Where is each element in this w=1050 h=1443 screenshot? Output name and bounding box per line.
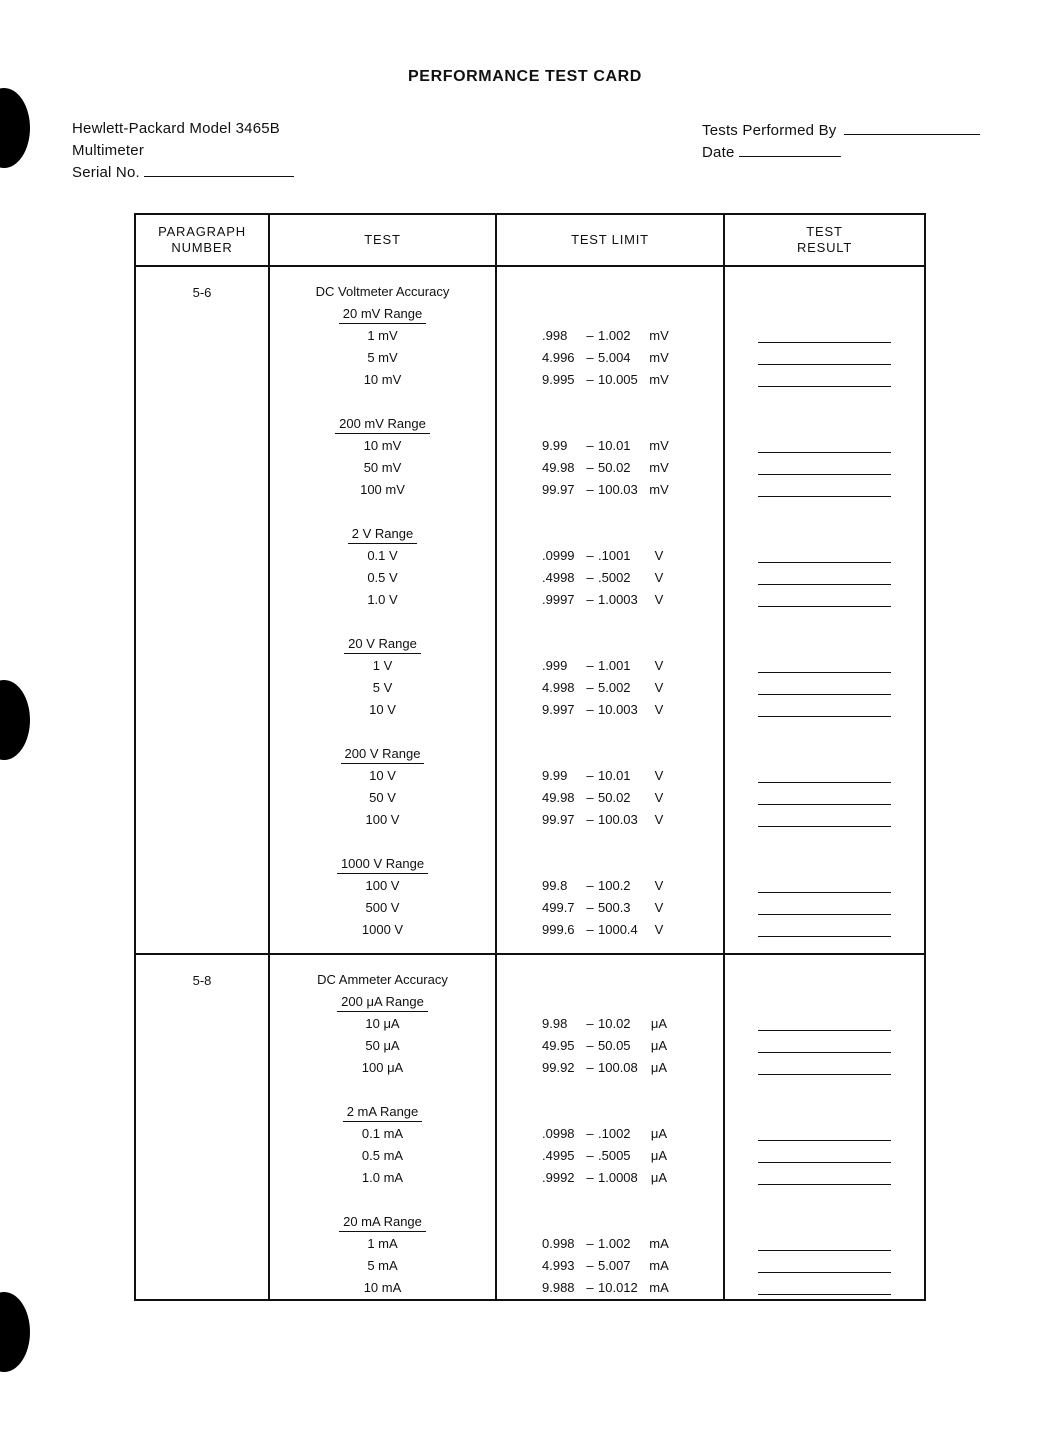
limit-dash: –	[586, 482, 594, 497]
range-heading	[270, 523, 495, 545]
result-entry[interactable]	[725, 1123, 924, 1145]
result-blank-line[interactable]	[758, 496, 891, 497]
limit-low: 49.98	[542, 790, 575, 805]
performance-test-table	[134, 213, 926, 1301]
limit-low: 49.95	[542, 1038, 575, 1053]
serial-blank[interactable]	[144, 162, 294, 177]
result-blank-line[interactable]	[758, 1052, 891, 1053]
test-limit	[497, 1145, 723, 1167]
limit-dash: –	[586, 1170, 594, 1185]
limit-low: 9.98	[542, 1016, 568, 1031]
limit-high: 100.2	[598, 878, 631, 893]
limit-unit: V	[654, 900, 664, 915]
col-header-result: TEST RESULT	[724, 214, 925, 266]
result-entry[interactable]	[725, 1277, 924, 1299]
limit-high: 50.05	[598, 1038, 631, 1053]
test-value: 5 mV	[367, 350, 398, 365]
section-row	[135, 266, 925, 954]
test-value: 50 μA	[365, 1038, 400, 1053]
test-limit	[497, 699, 723, 721]
date-field[interactable]	[702, 142, 980, 164]
limit-high: 1.0003	[598, 592, 638, 607]
limit-dash: –	[586, 1126, 594, 1141]
result-blank-line[interactable]	[758, 672, 891, 673]
test-limit	[497, 1277, 723, 1299]
binder-hole	[0, 1292, 30, 1372]
test-value: 10 mA	[363, 1280, 402, 1295]
test-column	[269, 266, 496, 954]
test-limit	[497, 787, 723, 809]
range-label: 2 mA Range	[343, 1102, 423, 1122]
range-heading	[270, 303, 495, 325]
binder-hole	[0, 680, 30, 760]
limit-column	[496, 266, 724, 954]
col-header-test: TEST	[269, 214, 496, 266]
limit-dash: –	[586, 438, 594, 453]
limit-unit: V	[654, 702, 664, 717]
tests-by-blank[interactable]	[844, 120, 980, 135]
test-value: 5 mA	[367, 1258, 398, 1273]
result-entry[interactable]	[725, 897, 924, 919]
test-limit	[497, 1013, 723, 1035]
tests-performed-field[interactable]	[702, 120, 980, 142]
test-limit	[497, 1233, 723, 1255]
result-blank-line[interactable]	[758, 694, 891, 695]
limit-unit: μA	[650, 1060, 668, 1075]
test-value: 1.0 mA	[361, 1170, 404, 1185]
model-label: Hewlett-Packard Model 3465B	[72, 120, 281, 137]
result-column	[724, 954, 925, 1300]
limit-unit: mV	[649, 482, 669, 497]
range-label: 20 mV Range	[339, 304, 427, 324]
range-label: 200 V Range	[341, 744, 425, 764]
result-blank-line[interactable]	[758, 804, 891, 805]
limit-unit: μA	[650, 1038, 668, 1053]
limit-unit: mV	[649, 350, 669, 365]
limit-unit: mV	[649, 438, 669, 453]
tests-by-label: Tests Performed By	[702, 122, 837, 139]
test-limit	[497, 919, 723, 941]
result-entry[interactable]	[725, 545, 924, 567]
limit-dash: –	[586, 790, 594, 805]
test-limit	[497, 1035, 723, 1057]
limit-low: 99.97	[542, 482, 575, 497]
range-heading	[270, 853, 495, 875]
limit-low: 49.98	[542, 460, 575, 475]
test-value: 50 mV	[363, 460, 402, 475]
limit-unit: μA	[650, 1126, 668, 1141]
result-blank-line[interactable]	[758, 584, 891, 585]
limit-high: .5005	[598, 1148, 631, 1163]
limit-unit: V	[654, 570, 664, 585]
result-entry[interactable]	[725, 369, 924, 391]
limit-dash: –	[586, 658, 594, 673]
result-entry[interactable]	[725, 1167, 924, 1189]
limit-dash: –	[586, 680, 594, 695]
limit-dash: –	[586, 1148, 594, 1163]
limit-dash: –	[586, 768, 594, 783]
date-blank[interactable]	[739, 142, 841, 157]
range-label: 200 mV Range	[335, 414, 430, 434]
instrument-info	[72, 118, 294, 184]
limit-high: 5.002	[598, 680, 631, 695]
instrument-label: Multimeter	[72, 142, 145, 159]
test-limit	[497, 567, 723, 589]
limit-dash: –	[586, 702, 594, 717]
result-blank-line[interactable]	[758, 386, 891, 387]
range-heading	[270, 1101, 495, 1123]
test-limit	[497, 347, 723, 369]
test-value: 10 V	[369, 768, 396, 783]
limit-unit: V	[654, 922, 664, 937]
limit-low: 4.993	[542, 1258, 575, 1273]
result-entry[interactable]	[725, 655, 924, 677]
limit-low: 9.995	[542, 372, 575, 387]
limit-low: .9992	[542, 1170, 575, 1185]
limit-unit: μA	[650, 1016, 668, 1031]
limit-low: 9.99	[542, 438, 568, 453]
limit-high: 100.03	[598, 812, 638, 827]
result-entry[interactable]	[725, 347, 924, 369]
limit-unit: mA	[649, 1280, 669, 1295]
test-value: 500 V	[365, 900, 400, 915]
limit-low: 9.99	[542, 768, 568, 783]
test-limit	[497, 1167, 723, 1189]
result-entry[interactable]	[725, 699, 924, 721]
binder-hole	[0, 88, 30, 168]
test-value: 0.5 V	[367, 570, 398, 585]
result-blank-line[interactable]	[758, 1162, 891, 1163]
test-value: 50 V	[369, 790, 396, 805]
limit-dash: –	[586, 878, 594, 893]
section-title: DC Voltmeter Accuracy	[315, 284, 450, 299]
limit-dash: –	[586, 1280, 594, 1295]
limit-dash: –	[586, 1258, 594, 1273]
result-entry[interactable]	[725, 435, 924, 457]
limit-high: 1.002	[598, 328, 631, 343]
limit-low: .0998	[542, 1126, 575, 1141]
result-blank-line[interactable]	[758, 474, 891, 475]
test-value: 0.1 mA	[361, 1126, 404, 1141]
result-column	[724, 266, 925, 954]
range-heading	[270, 633, 495, 655]
section-row	[135, 954, 925, 1300]
test-column	[269, 954, 496, 1300]
limit-high: 1.0008	[598, 1170, 638, 1185]
test-limit	[497, 435, 723, 457]
test-value: 10 mV	[363, 372, 402, 387]
result-entry[interactable]	[725, 1035, 924, 1057]
date-label: Date	[702, 144, 735, 161]
test-limit	[497, 457, 723, 479]
limit-high: 5.004	[598, 350, 631, 365]
range-label: 200 μA Range	[337, 992, 428, 1012]
range-heading	[270, 1211, 495, 1233]
range-label: 20 V Range	[344, 634, 421, 654]
limit-low: .9997	[542, 592, 575, 607]
limit-high: 10.005	[598, 372, 638, 387]
result-blank-line[interactable]	[758, 606, 891, 607]
limit-high: 10.02	[598, 1016, 631, 1031]
limit-unit: μA	[650, 1148, 668, 1163]
test-limit	[497, 589, 723, 611]
result-blank-line[interactable]	[758, 1250, 891, 1251]
limit-dash: –	[586, 1236, 594, 1251]
test-value: 5 V	[372, 680, 393, 695]
result-entry[interactable]	[725, 787, 924, 809]
limit-unit: μA	[650, 1170, 668, 1185]
result-entry[interactable]	[725, 875, 924, 897]
test-limit	[497, 479, 723, 501]
result-entry[interactable]	[725, 1057, 924, 1079]
table-header-row	[135, 214, 925, 266]
result-blank-line[interactable]	[758, 914, 891, 915]
limit-high: 1000.4	[598, 922, 638, 937]
col-header-paragraph: PARAGRAPH NUMBER	[135, 214, 269, 266]
limit-dash: –	[586, 328, 594, 343]
test-limit	[497, 1255, 723, 1277]
limit-high: 100.08	[598, 1060, 638, 1075]
limit-high: 10.012	[598, 1280, 638, 1295]
test-value: 1000 V	[361, 922, 404, 937]
test-limit	[497, 325, 723, 347]
result-blank-line[interactable]	[758, 452, 891, 453]
limit-dash: –	[586, 1038, 594, 1053]
limit-high: 100.03	[598, 482, 638, 497]
limit-low: 9.988	[542, 1280, 575, 1295]
limit-unit: V	[654, 812, 664, 827]
range-label: 1000 V Range	[337, 854, 428, 874]
test-value: 1 V	[372, 658, 393, 673]
limit-high: .1001	[598, 548, 631, 563]
serial-label: Serial No.	[72, 164, 140, 181]
limit-high: 500.3	[598, 900, 631, 915]
limit-unit: mA	[649, 1236, 669, 1251]
limit-high: 50.02	[598, 460, 631, 475]
result-entry[interactable]	[725, 589, 924, 611]
serial-number-field[interactable]	[72, 162, 294, 184]
range-heading	[270, 413, 495, 435]
limit-low: 99.97	[542, 812, 575, 827]
test-value: 1 mV	[367, 328, 398, 343]
test-info	[702, 120, 980, 164]
limit-unit: mA	[649, 1258, 669, 1273]
limit-unit: V	[654, 790, 664, 805]
limit-high: 50.02	[598, 790, 631, 805]
limit-dash: –	[586, 1060, 594, 1075]
limit-dash: –	[586, 1016, 594, 1031]
range-label: 2 V Range	[348, 524, 417, 544]
result-blank-line[interactable]	[758, 716, 891, 717]
test-value: 10 mV	[363, 438, 402, 453]
limit-high: 5.007	[598, 1258, 631, 1273]
limit-low: 99.92	[542, 1060, 575, 1075]
limit-dash: –	[586, 592, 594, 607]
test-limit	[497, 1057, 723, 1079]
section-title: DC Ammeter Accuracy	[317, 972, 448, 987]
limit-unit: mV	[649, 328, 669, 343]
limit-high: 1.002	[598, 1236, 631, 1251]
limit-unit: V	[654, 548, 664, 563]
test-value: 1 mA	[367, 1236, 398, 1251]
result-entry[interactable]	[725, 1255, 924, 1277]
limit-unit: mV	[649, 460, 669, 475]
result-blank-line[interactable]	[758, 342, 891, 343]
test-value: 100 mV	[360, 482, 405, 497]
limit-low: 999.6	[542, 922, 575, 937]
test-limit	[497, 369, 723, 391]
result-entry[interactable]	[725, 1233, 924, 1255]
limit-low: 99.8	[542, 878, 568, 893]
paragraph-number: 5-6	[135, 266, 269, 954]
limit-unit: V	[654, 768, 664, 783]
result-blank-line[interactable]	[758, 936, 891, 937]
limit-low: .4995	[542, 1148, 575, 1163]
limit-low: 9.997	[542, 702, 575, 717]
range-heading	[270, 743, 495, 765]
limit-low: 4.996	[542, 350, 575, 365]
result-blank-line[interactable]	[758, 1074, 891, 1075]
test-limit	[497, 677, 723, 699]
limit-column	[496, 954, 724, 1300]
test-limit	[497, 655, 723, 677]
result-blank-line[interactable]	[758, 1294, 891, 1295]
limit-low: .4998	[542, 570, 575, 585]
test-value: 100 V	[365, 878, 400, 893]
result-entry[interactable]	[725, 1145, 924, 1167]
page-title: PERFORMANCE TEST CARD	[408, 68, 642, 85]
limit-dash: –	[586, 460, 594, 475]
limit-unit: V	[654, 878, 664, 893]
limit-unit: mV	[649, 372, 669, 387]
test-value: 1.0 V	[367, 592, 398, 607]
limit-dash: –	[586, 548, 594, 563]
limit-unit: V	[654, 592, 664, 607]
test-value: 0.5 mA	[361, 1148, 404, 1163]
result-entry[interactable]	[725, 809, 924, 831]
limit-high: 10.01	[598, 768, 631, 783]
result-blank-line[interactable]	[758, 1140, 891, 1141]
test-value: 100 V	[365, 812, 400, 827]
limit-high: 10.003	[598, 702, 638, 717]
result-entry[interactable]	[725, 677, 924, 699]
result-entry[interactable]	[725, 457, 924, 479]
result-blank-line[interactable]	[758, 1030, 891, 1031]
test-value: 100 μA	[361, 1060, 404, 1075]
result-blank-line[interactable]	[758, 562, 891, 563]
result-entry[interactable]	[725, 567, 924, 589]
paragraph-number: 5-8	[135, 954, 269, 1300]
test-limit	[497, 545, 723, 567]
limit-low: 499.7	[542, 900, 575, 915]
result-blank-line[interactable]	[758, 892, 891, 893]
limit-high: 1.001	[598, 658, 631, 673]
limit-dash: –	[586, 922, 594, 937]
col-header-limit: TEST LIMIT	[496, 214, 724, 266]
limit-high: .5002	[598, 570, 631, 585]
test-value: 10 μA	[365, 1016, 400, 1031]
limit-low: .998	[542, 328, 568, 343]
result-blank-line[interactable]	[758, 826, 891, 827]
limit-low: 4.998	[542, 680, 575, 695]
limit-dash: –	[586, 812, 594, 827]
range-heading	[270, 991, 495, 1013]
result-entry[interactable]	[725, 919, 924, 941]
limit-low: .999	[542, 658, 568, 673]
limit-high: 10.01	[598, 438, 631, 453]
range-label: 20 mA Range	[339, 1212, 426, 1232]
limit-low: 0.998	[542, 1236, 575, 1251]
test-limit	[497, 765, 723, 787]
limit-dash: –	[586, 372, 594, 387]
result-blank-line[interactable]	[758, 1184, 891, 1185]
result-entry[interactable]	[725, 479, 924, 501]
result-entry[interactable]	[725, 325, 924, 347]
test-value: 0.1 V	[367, 548, 398, 563]
test-limit	[497, 1123, 723, 1145]
test-limit	[497, 875, 723, 897]
test-limit	[497, 809, 723, 831]
result-blank-line[interactable]	[758, 1272, 891, 1273]
limit-dash: –	[586, 350, 594, 365]
limit-high: .1002	[598, 1126, 631, 1141]
result-blank-line[interactable]	[758, 364, 891, 365]
test-limit	[497, 897, 723, 919]
limit-low: .0999	[542, 548, 575, 563]
result-entry[interactable]	[725, 1013, 924, 1035]
limit-dash: –	[586, 570, 594, 585]
result-entry[interactable]	[725, 765, 924, 787]
limit-dash: –	[586, 900, 594, 915]
limit-unit: V	[654, 680, 664, 695]
limit-unit: V	[654, 658, 664, 673]
test-value: 10 V	[369, 702, 396, 717]
result-blank-line[interactable]	[758, 782, 891, 783]
